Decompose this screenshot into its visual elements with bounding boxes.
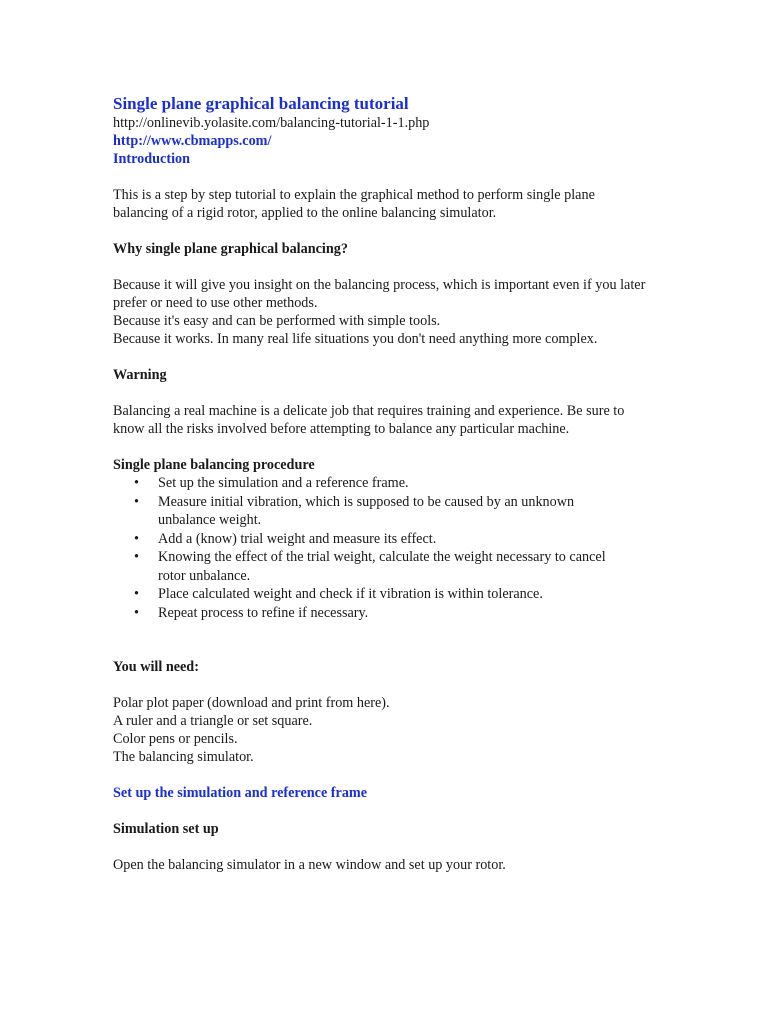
need-list <box>113 694 653 766</box>
why-line-1: Because it will give you insight on the balancing process, which is important even if you later prefer or need to use other methods. <box>113 277 646 311</box>
list-item <box>134 585 636 604</box>
document-page <box>113 94 653 874</box>
bullet-icon: • <box>134 530 139 547</box>
step-text: Measure initial vibration, which is supposed to be caused by an unknown unbalance weight. <box>158 493 575 528</box>
warning-paragraph: Balancing a real machine is a delicate job that requires training and experience. Be sure to know all the risks involved before attempting to balance any particular machine. <box>113 403 625 437</box>
list-item <box>134 548 636 585</box>
step-text: Add a (know) trial weight and measure its effect. <box>158 530 437 547</box>
procedure-list <box>113 474 653 622</box>
bullet-icon: • <box>134 549 139 565</box>
intro-paragraph: This is a step by step tutorial to explain the graphical method to perform single plane balancing of a rigid rotor, applied to the online balancing simulator. <box>113 187 595 221</box>
why-line-3: Because it works. In many real life situations you don't need anything more complex. <box>113 331 598 347</box>
need-item: The balancing simulator. <box>113 749 254 765</box>
list-item <box>134 530 636 549</box>
need-heading: You will need: <box>113 659 199 675</box>
need-item: A ruler and a triangle or set square. <box>113 713 313 729</box>
bullet-icon: • <box>134 475 139 491</box>
introduction-link[interactable]: Introduction <box>113 151 190 167</box>
why-heading: Why single plane graphical balancing? <box>113 241 348 257</box>
bullet-icon: • <box>134 493 139 510</box>
step-text: Place calculated weight and check if it vibration is within tolerance. <box>158 586 543 602</box>
simulation-heading: Simulation set up <box>113 821 219 837</box>
step-text: Set up the simulation and a reference frame. <box>158 475 409 491</box>
procedure-heading: Single plane balancing procedure <box>113 457 315 473</box>
step-text: Repeat process to refine if necessary. <box>158 604 369 621</box>
need-item: Color pens or pencils. <box>113 731 238 747</box>
simulation-paragraph: Open the balancing simulator in a new window and set up your rotor. <box>113 857 506 873</box>
list-item <box>134 474 636 493</box>
need-item: Polar plot paper (download and print from here). <box>113 695 390 711</box>
source-url: http://onlinevib.yolasite.com/balancing-tutorial-1-1.php <box>113 115 430 131</box>
why-line-2: Because it's easy and can be performed with simple tools. <box>113 313 441 329</box>
warning-heading: Warning <box>113 367 167 383</box>
setup-section-link[interactable]: Set up the simulation and reference frame <box>113 785 368 801</box>
step-text: Knowing the effect of the trial weight, calculate the weight necessary to cancel rotor unbalance. <box>158 549 606 584</box>
list-item <box>134 604 636 623</box>
bullet-icon: • <box>134 604 139 621</box>
why-paragraph <box>113 276 653 348</box>
list-item <box>134 493 636 530</box>
cbmapps-link[interactable]: http://www.cbmapps.com/ <box>113 133 272 149</box>
page-title: Single plane graphical balancing tutorial <box>113 94 409 113</box>
bullet-icon: • <box>134 586 139 602</box>
